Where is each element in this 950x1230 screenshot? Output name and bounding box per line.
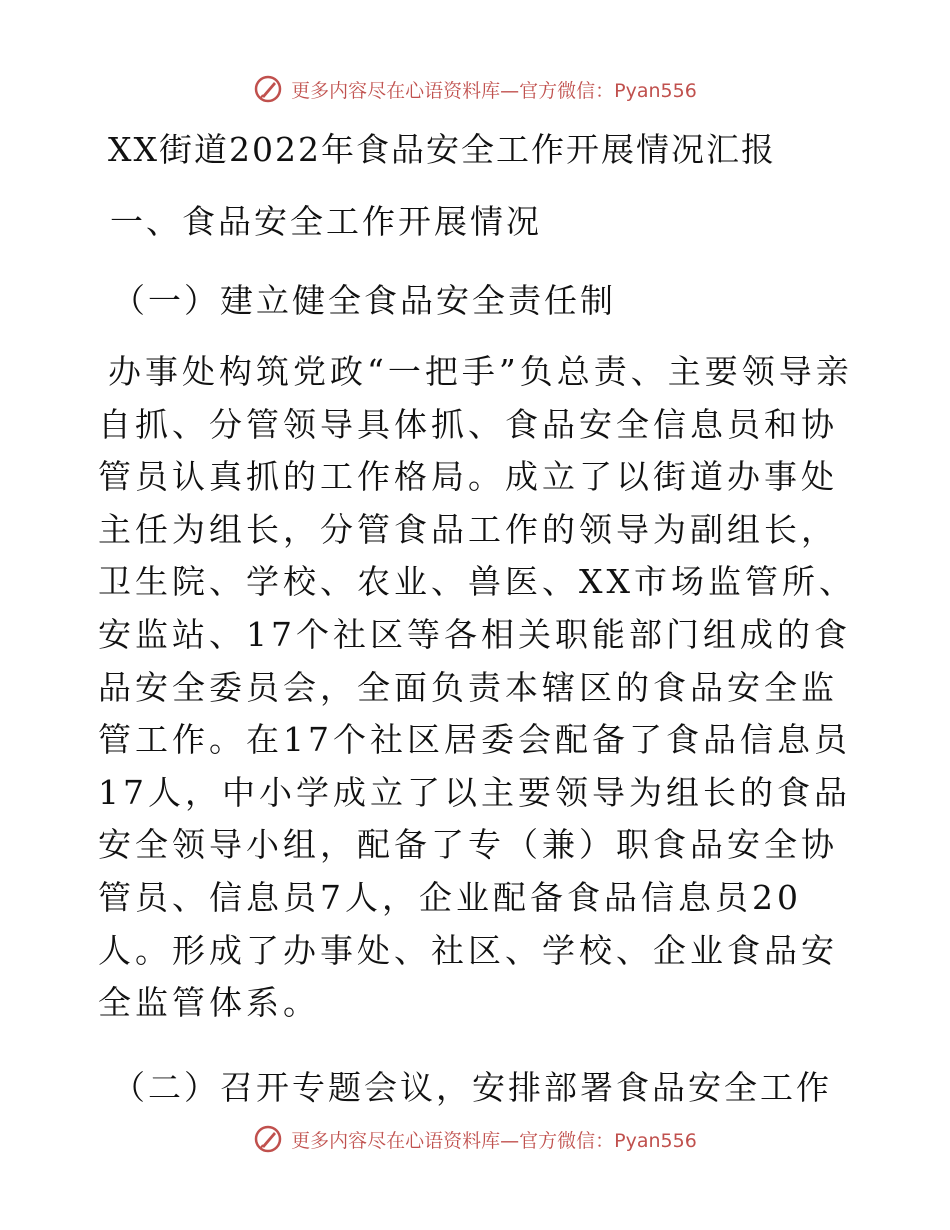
footer-watermark-banner <box>0 1124 950 1154</box>
page-title: XX街道2022年食品安全工作开展情况汇报 <box>108 130 776 169</box>
section-heading: 一、食品安全工作开展情况 <box>110 202 542 241</box>
header-watermark-banner <box>0 74 950 104</box>
header-watermark-text: 更多内容尽在心语资料库—官方微信：Pyan556 <box>291 79 697 102</box>
body-paragraph: 办事处构筑党政“一把手”负总责、主要领导亲自抓、分管领导具体抓、食品安全信息员和协管员认真抓的工作格局。成立了以街道办事处主任为组长，分管食品工作的领导为副组长，卫生院、学校、农业、兽医、XX市场监管所、安监站、17个社区等各相关职能部门组成的食品安全委员会，全面负责本辖区的食品安全监管工作。在17个社区居委会配备了食品信息员17人，中小学成立了以主要领导为组长的食品安全领导小组，配备了专（兼）职食品安全协管员、信息员7人，企业配备食品信息员20人。形成了办事处、社区、学校、企业食品安全监管体系。 <box>98 352 856 1023</box>
subsection-heading-2: （二）召开专题会议，安排部署食品安全工作 <box>112 1068 832 1107</box>
subsection-heading-1: （一）建立健全食品安全责任制 <box>112 281 616 320</box>
quill-logo-icon <box>253 1124 283 1154</box>
quill-logo-icon <box>253 74 283 104</box>
footer-watermark-text: 更多内容尽在心语资料库—官方微信：Pyan556 <box>291 1129 697 1152</box>
